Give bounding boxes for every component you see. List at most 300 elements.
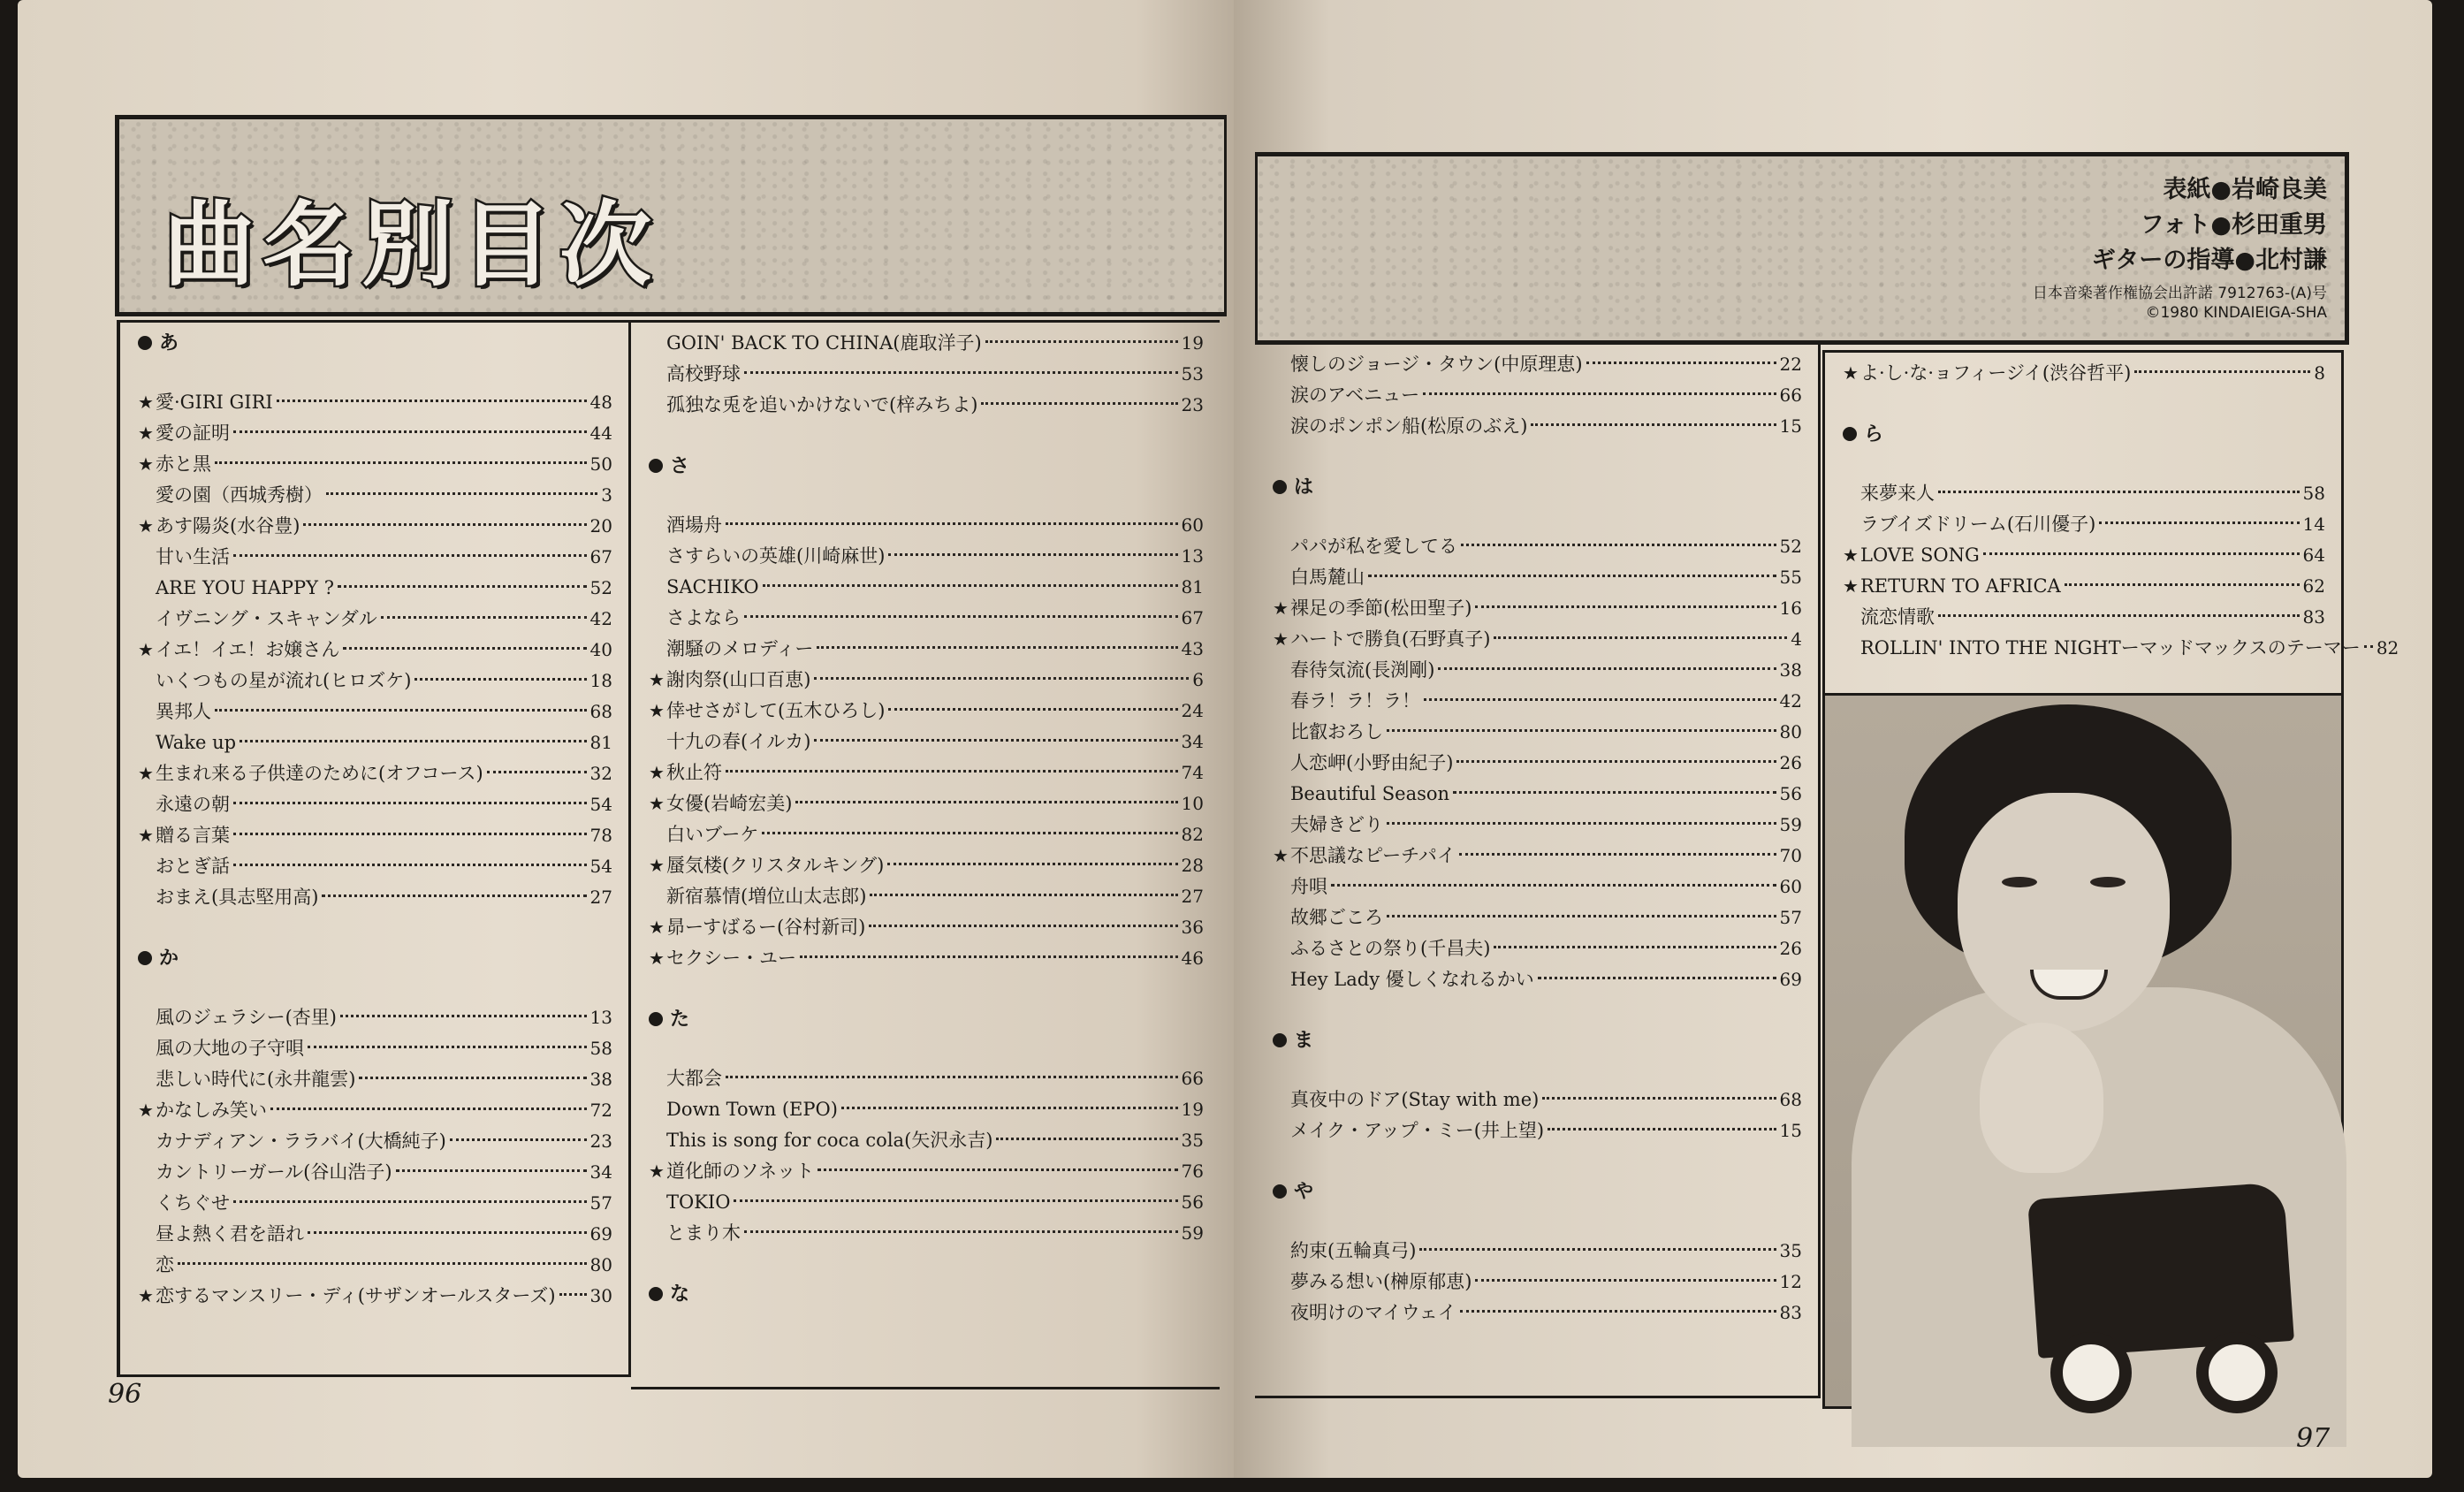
index-entry (649, 1094, 1204, 1125)
star-mark: ★ (1843, 362, 1859, 384)
song-title: さすらいの英雄(川崎麻世) (666, 545, 886, 567)
index-entry (649, 328, 1204, 359)
index-entry (138, 418, 612, 449)
index-entry (1273, 1298, 1802, 1328)
song-title: セクシー・ユー (666, 948, 796, 969)
dot-leader (1938, 614, 2300, 617)
dot-leader (233, 864, 587, 866)
dot-leader (1531, 423, 1776, 426)
dot-leader (869, 925, 1177, 927)
page-ref: 43 (1181, 638, 1204, 659)
index-entry (649, 1187, 1204, 1218)
star-mark: ★ (1273, 845, 1289, 866)
index-entry (1273, 1236, 1802, 1267)
copyright-note: ©1980 KINDAIEIGA-SHA (2145, 304, 2327, 322)
index-entry (649, 359, 1204, 390)
heading-gap (1273, 1207, 1802, 1236)
page-ref: 67 (1181, 607, 1204, 628)
dot-leader (1538, 977, 1776, 979)
credit-guitar: ギターの指導●北村謙 (2091, 247, 2327, 274)
song-title: 故郷ごころ (1290, 907, 1383, 928)
page-number-left: 96 (108, 1379, 142, 1410)
bullet-icon (1273, 1033, 1287, 1047)
section-kana: は (1294, 476, 1314, 499)
index-entry (1273, 810, 1802, 841)
song-title: とまり木 (666, 1222, 741, 1244)
song-title: 涙のアベニュー (1290, 384, 1420, 406)
index-entry (649, 1125, 1204, 1156)
index-entry (1843, 509, 2325, 540)
page-ref: 18 (589, 670, 612, 691)
dot-leader (814, 677, 1189, 680)
star-mark: ★ (138, 763, 154, 784)
dot-leader (1387, 915, 1776, 917)
dot-leader (1368, 575, 1776, 577)
page-title: 曲名別目次 (164, 191, 659, 299)
heading-gap (1273, 1056, 1802, 1085)
dot-leader (1387, 729, 1776, 732)
song-title: 舟唄 (1290, 876, 1327, 897)
song-title: GOIN' BACK TO CHINA(鹿取洋子) (666, 332, 982, 354)
page-ref: 66 (1779, 384, 1802, 406)
song-title: 風のジェラシー(杏里) (156, 1007, 337, 1028)
dot-leader (450, 1138, 587, 1141)
index-entry (138, 573, 612, 604)
section-heading (1273, 472, 1802, 503)
section-heading (138, 943, 612, 974)
section-kana: な (670, 1283, 690, 1306)
index-entry (1273, 411, 1802, 442)
song-title: 愛の証明 (156, 422, 230, 444)
dot-leader (1983, 552, 2300, 555)
page-ref: 3 (601, 484, 612, 506)
page-ref: 35 (1779, 1240, 1802, 1261)
bullet-icon (649, 459, 663, 473)
page-ref: 74 (1181, 762, 1204, 783)
page-ref: 48 (589, 392, 612, 413)
song-title: おとぎ話 (156, 856, 230, 877)
page-ref: 32 (589, 763, 612, 784)
index-entry (1843, 478, 2325, 509)
index-entry (649, 943, 1204, 974)
index-column-c (1255, 341, 1821, 1398)
section-kana: や (1294, 1181, 1314, 1203)
index-entry (138, 1033, 612, 1064)
section-heading (1273, 1025, 1802, 1056)
page-ref: 23 (589, 1130, 612, 1152)
page-ref: 52 (589, 577, 612, 598)
song-title: かなしみ笑い (156, 1100, 267, 1121)
index-entry (138, 789, 612, 820)
dot-leader (726, 1076, 1178, 1078)
dot-leader (1423, 392, 1776, 395)
song-title: イエ！イエ！お嬢さん (156, 639, 340, 660)
song-title: 白いブーケ (666, 824, 759, 845)
index-entry (138, 635, 612, 666)
index-entry (1843, 571, 2325, 602)
page-ref: 82 (2376, 637, 2399, 658)
song-title: 裸足の季節(松田聖子) (1290, 598, 1472, 619)
dot-leader (841, 1107, 1178, 1109)
index-entry (1273, 841, 1802, 872)
dot-leader (744, 615, 1178, 618)
song-title: 真夜中のドア(Stay with me) (1290, 1089, 1540, 1110)
dot-leader (800, 955, 1178, 958)
credit-cover: 表紙●岩崎良美 (2163, 176, 2327, 203)
dot-leader (414, 678, 586, 681)
page-ref: 80 (1779, 721, 1802, 742)
song-title: カントリーガール(谷山浩子) (156, 1161, 392, 1183)
index-entry (649, 572, 1204, 603)
heading-gap (649, 1035, 1204, 1063)
page-ref: 28 (1181, 855, 1204, 876)
song-title: くちぐせ (156, 1192, 230, 1214)
page-ref: 46 (1181, 948, 1204, 969)
page-ref: 27 (589, 887, 612, 908)
index-entry (649, 1218, 1204, 1249)
dot-leader (887, 863, 1177, 865)
song-title: よ·し·な·ョフィージイ(渋谷哲平) (1860, 362, 2132, 384)
index-entry (138, 697, 612, 727)
index-entry (138, 1002, 612, 1033)
index-entry (1843, 540, 2325, 571)
index-entry (138, 1219, 612, 1250)
song-title: 流恋情歌 (1860, 606, 1935, 628)
dot-leader (233, 430, 587, 433)
song-title: 涙のポンポン船(松原のぶえ) (1290, 415, 1528, 437)
page-ref: 59 (1779, 814, 1802, 835)
song-title: ラブイズドリーム(石川優子) (1860, 514, 2096, 535)
page-ref: 60 (1181, 514, 1204, 536)
song-title: 異邦人 (156, 701, 211, 722)
song-title: さよなら (666, 607, 741, 628)
dot-leader (1460, 1310, 1776, 1313)
song-title: 孤独な兎を追いかけないで(梓みちよ) (666, 394, 978, 415)
song-title: あす陽炎(水谷豊) (156, 515, 300, 537)
section-heading (1843, 419, 2325, 450)
index-entry (1273, 717, 1802, 748)
dot-leader (1459, 853, 1776, 856)
page-ref: 42 (589, 608, 612, 629)
dot-leader (396, 1169, 587, 1172)
index-entry (649, 541, 1204, 572)
dot-leader (1475, 605, 1776, 608)
page-ref: 50 (589, 453, 612, 475)
song-title: ROLLIN' INTO THE NIGHTーマッドマックスのテーマー (1860, 637, 2361, 658)
song-title: RETURN TO AFRICA (1860, 575, 2061, 597)
song-title: パパが私を愛してる (1290, 536, 1457, 557)
song-title: Hey Lady 優しくなれるかい (1290, 969, 1534, 990)
song-title: 赤と黒 (156, 453, 211, 475)
song-title: Down Town (EPO) (666, 1099, 838, 1120)
star-mark: ★ (138, 1100, 154, 1121)
song-title: 大都会 (666, 1068, 722, 1089)
song-title: 恋 (156, 1254, 174, 1275)
dot-leader (2099, 521, 2299, 524)
dot-leader (240, 740, 586, 742)
dot-leader (2364, 645, 2373, 648)
bullet-icon (1843, 427, 1857, 441)
section-heading (649, 1004, 1204, 1035)
index-entry (649, 727, 1204, 757)
song-title: ARE YOU HAPPY ? (156, 577, 334, 598)
page-ref: 27 (1181, 886, 1204, 907)
song-title: SACHIKO (666, 576, 759, 598)
section-heading (649, 1279, 1204, 1310)
page-ref: 69 (589, 1223, 612, 1245)
credit-photo: フォト●杉田重男 (2140, 211, 2327, 239)
index-entry (649, 1063, 1204, 1094)
dot-leader (762, 832, 1177, 834)
star-mark: ★ (1843, 575, 1859, 597)
star-mark: ★ (138, 1285, 154, 1306)
page-ref: 57 (589, 1192, 612, 1214)
page-ref: 52 (1779, 536, 1802, 557)
page-ref: 13 (1181, 545, 1204, 567)
dot-leader (178, 1262, 587, 1265)
dot-leader (270, 1108, 587, 1110)
photo-print-wheel (2196, 1332, 2278, 1413)
song-title: 新宿慕情(増位山太志郎) (666, 886, 867, 907)
star-mark: ★ (1843, 544, 1859, 566)
index-entry (649, 1156, 1204, 1187)
page-ref: 62 (2302, 575, 2325, 597)
page-ref: 66 (1181, 1068, 1204, 1089)
heading-gap (1273, 503, 1802, 531)
dot-leader (1387, 822, 1776, 825)
page-ref: 81 (589, 732, 612, 753)
song-title: 夢みる想い(榊原郁恵) (1290, 1271, 1472, 1292)
index-entry (649, 912, 1204, 943)
dot-leader (1494, 636, 1787, 639)
page-ref: 57 (1779, 907, 1802, 928)
dot-leader (359, 1077, 586, 1079)
page-ref: 14 (2302, 514, 2325, 535)
page-ref: 55 (1779, 567, 1802, 588)
page-ref: 58 (589, 1038, 612, 1059)
page-ref: 78 (589, 825, 612, 846)
page-ref: 64 (2302, 544, 2325, 566)
star-mark: ★ (649, 793, 665, 814)
dot-leader (1548, 1128, 1776, 1130)
page-number-right: 97 (2296, 1423, 2331, 1454)
index-entry (1273, 1267, 1802, 1298)
bullet-icon (1273, 480, 1287, 494)
index-entry (138, 511, 612, 542)
song-title: 昴ーすばるー(谷村新司) (666, 917, 866, 938)
index-entry (138, 727, 612, 758)
index-entry (1273, 349, 1802, 380)
dot-leader (559, 1293, 587, 1296)
song-title: 秋止符 (666, 762, 722, 783)
dot-leader (1475, 1279, 1776, 1282)
index-entry (1273, 624, 1802, 655)
index-entry (649, 819, 1204, 850)
page-ref: 54 (589, 794, 612, 815)
bullet-icon (649, 1012, 663, 1026)
song-title: 白馬麓山 (1290, 567, 1365, 588)
song-title: 昼よ熱く君を語れ (156, 1223, 304, 1245)
index-entry (138, 480, 612, 511)
song-title: 酒場舟 (666, 514, 722, 536)
section-kana: ら (1864, 423, 1884, 445)
page-ref: 68 (1779, 1089, 1802, 1110)
song-title: Beautiful Season (1290, 783, 1450, 804)
song-title: LOVE SONG (1860, 544, 1980, 566)
song-title: 永遠の朝 (156, 794, 230, 815)
page-ref: 10 (1181, 793, 1204, 814)
bullet-icon (138, 951, 152, 965)
page-ref: 36 (1181, 917, 1204, 938)
page-ref: 34 (1181, 731, 1204, 752)
page-ref: 24 (1181, 700, 1204, 721)
dot-leader (1438, 667, 1776, 670)
song-title: 十九の春(イルカ) (666, 731, 811, 752)
bullet-icon (649, 1287, 663, 1301)
photo-sweater-print (2027, 1182, 2294, 1359)
song-title: 潮騒のメロディー (666, 638, 814, 659)
section-heading (649, 451, 1204, 482)
dot-leader (233, 802, 587, 804)
dot-leader (215, 709, 587, 712)
page-ref: 83 (2302, 606, 2325, 628)
dot-leader (233, 1200, 587, 1203)
dot-leader (726, 522, 1178, 525)
heading-gap (138, 974, 612, 1002)
dot-leader (1586, 362, 1776, 364)
song-title: 愛·GIRI GIRI (156, 392, 273, 413)
star-mark: ★ (649, 1161, 665, 1182)
page-ref: 38 (589, 1069, 612, 1090)
dot-leader (2065, 583, 2300, 586)
index-entry (138, 1064, 612, 1095)
heading-gap (649, 1310, 1204, 1338)
song-title: 夜明けのマイウェイ (1290, 1302, 1456, 1323)
song-title: 高校野球 (666, 363, 741, 384)
index-entry (1843, 633, 2399, 664)
song-title: 人恋岬(小野由紀子) (1290, 752, 1454, 773)
page-ref: 59 (1181, 1222, 1204, 1244)
bullet-icon (1273, 1184, 1287, 1199)
song-title: 甘い生活 (156, 546, 230, 567)
index-entry (1273, 779, 1802, 810)
index-entry (1273, 562, 1802, 593)
page-ref: 53 (1181, 363, 1204, 384)
dot-leader (1938, 491, 2300, 493)
index-column-d (1822, 350, 2399, 693)
index-entry (138, 449, 612, 480)
page-ref: 82 (1181, 824, 1204, 845)
index-entry (649, 634, 1204, 665)
index-entry (1843, 358, 2325, 389)
index-entry (138, 1281, 612, 1312)
dot-leader (340, 1015, 587, 1017)
song-title: 不思議なピーチパイ (1290, 845, 1456, 866)
dot-leader (322, 894, 586, 897)
page-ref: 69 (1779, 969, 1802, 990)
dot-leader (277, 400, 587, 402)
page-ref: 70 (1779, 845, 1802, 866)
star-mark: ★ (649, 762, 665, 783)
song-title: 約束(五輪真弓) (1290, 1240, 1417, 1261)
page-ref: 19 (1181, 332, 1204, 354)
credits (2033, 172, 2327, 323)
title-banner (115, 115, 1227, 316)
song-title: 倖せさがして(五木ひろし) (666, 700, 886, 721)
page-ref: 22 (1779, 354, 1802, 375)
song-title: カナディアン・ララバイ(大橋純子) (156, 1130, 446, 1152)
page-ref: 15 (1779, 415, 1802, 437)
index-entry (138, 1250, 612, 1281)
page-ref: 6 (1192, 669, 1204, 690)
section-heading (1273, 1176, 1802, 1207)
dot-leader (1542, 1097, 1776, 1100)
page-ref: 54 (589, 856, 612, 877)
index-entry (649, 788, 1204, 819)
song-title: This is song for coca cola(矢沢永吉) (666, 1130, 993, 1151)
song-title: 夫婦きどり (1290, 814, 1383, 835)
song-title: 道化師のソネット (666, 1161, 815, 1182)
page-ref: 13 (589, 1007, 612, 1028)
dot-leader (326, 492, 597, 495)
dot-leader (1494, 946, 1776, 948)
index-entry (1273, 1085, 1802, 1115)
star-mark: ★ (138, 392, 154, 413)
dot-leader (1461, 544, 1776, 546)
song-title: 来夢来人 (1860, 483, 1935, 504)
dot-leader (308, 1046, 587, 1048)
dot-leader (1453, 791, 1776, 794)
index-entry (1843, 602, 2325, 633)
dot-leader (744, 371, 1178, 374)
star-mark: ★ (1273, 628, 1289, 650)
cover-photo (1822, 693, 2344, 1409)
star-mark: ★ (138, 422, 154, 444)
dot-leader (817, 646, 1177, 649)
index-entry (138, 758, 612, 789)
index-entry (1273, 655, 1802, 686)
section-kana: さ (670, 455, 690, 477)
section-kana: あ (159, 332, 179, 354)
index-entry (138, 1157, 612, 1188)
index-column-b (631, 320, 1220, 1389)
song-title: 謝肉祭(山口百恵) (666, 669, 811, 690)
photo-print-wheel (2050, 1332, 2132, 1413)
star-mark: ★ (138, 515, 154, 537)
index-entry (138, 1188, 612, 1219)
page-ref: 72 (589, 1100, 612, 1121)
song-title: ふるさとの祭り(千昌夫) (1290, 938, 1491, 959)
song-title: 比叡おろし (1290, 721, 1383, 742)
index-entry (1273, 902, 1802, 933)
index-column-a (117, 320, 631, 1377)
photo-eye-left (2002, 877, 2037, 887)
page-ref: 68 (589, 701, 612, 722)
index-entry (1273, 872, 1802, 902)
index-entry (649, 757, 1204, 788)
page-ref: 38 (1779, 659, 1802, 681)
star-mark: ★ (649, 948, 665, 969)
index-entry (138, 666, 612, 697)
song-title: 悲しい時代に(永井龍雲) (156, 1069, 356, 1090)
section-kana: か (159, 948, 179, 970)
dot-leader (343, 647, 586, 650)
song-title: おまえ(具志堅用高) (156, 887, 319, 908)
dot-leader (763, 584, 1178, 587)
index-entry (138, 882, 612, 913)
song-title: 贈る言葉 (156, 825, 230, 846)
dot-leader (795, 801, 1177, 803)
